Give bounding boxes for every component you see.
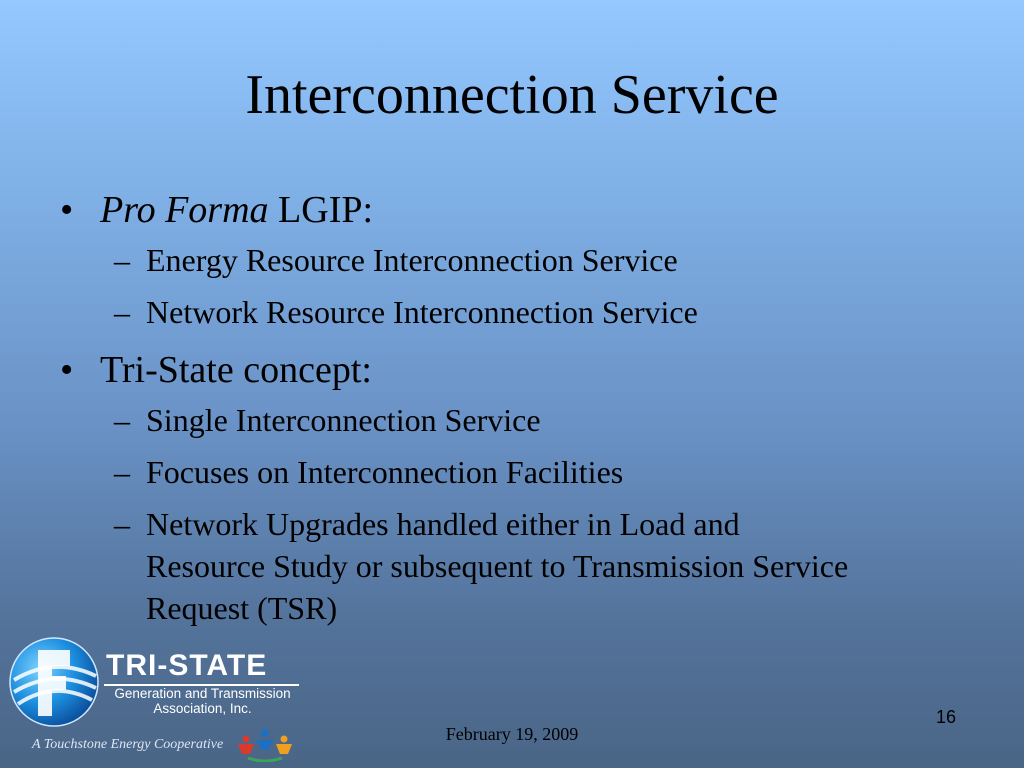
page-number: 16 (936, 707, 957, 727)
footer-date: February 19, 2009 (445, 724, 579, 744)
sub-bullet-text: Network Resource Interconnection Service (146, 294, 698, 330)
sub-bullet-text: Network Upgrades handled either in Load and Resource Study or subsequent to Transmission Service Request (TSR) (146, 506, 849, 626)
bullet-dot: • (60, 189, 74, 231)
sub-bullet-dash: – (114, 506, 130, 542)
logo-subtitle-line-1: Generation and Transmission (114, 686, 291, 701)
slide-title: Interconnection Service (245, 64, 779, 126)
bullet-tri-state-concept (60, 343, 960, 397)
tri-state-globe-icon (8, 636, 100, 728)
sub-bullet-focuses (60, 451, 866, 493)
logo-tagline: A Touchstone Energy Cooperative (32, 737, 224, 752)
sub-bullet-text: Energy Resource Interconnection Service (146, 242, 678, 278)
logo-name: TRI-STATE (106, 649, 268, 682)
sub-bullet-text: Focuses on Interconnection Facilities (146, 454, 624, 490)
sub-bullet-energy (60, 239, 866, 281)
sub-bullet-dash: – (114, 242, 130, 278)
logo-subtitle (100, 686, 305, 716)
sub-bullet-single (60, 399, 866, 441)
sub-bullet-upgrades (60, 503, 866, 629)
bullet-pro-forma (60, 183, 960, 237)
bullet-dot: • (60, 349, 74, 391)
bullet-italic-text: Pro Forma (100, 189, 269, 231)
sub-bullet-dash: – (114, 294, 130, 330)
slide-content (60, 183, 960, 639)
sub-bullet-dash: – (114, 454, 130, 490)
logo-subtitle-line-2: Association, Inc. (153, 701, 252, 716)
bullet-text: LGIP: (268, 189, 374, 231)
bullet-text: Tri-State concept: (100, 349, 372, 391)
sub-bullet-network (60, 291, 866, 333)
sub-bullet-dash: – (114, 402, 130, 438)
sub-bullet-text: Single Interconnection Service (146, 402, 541, 438)
